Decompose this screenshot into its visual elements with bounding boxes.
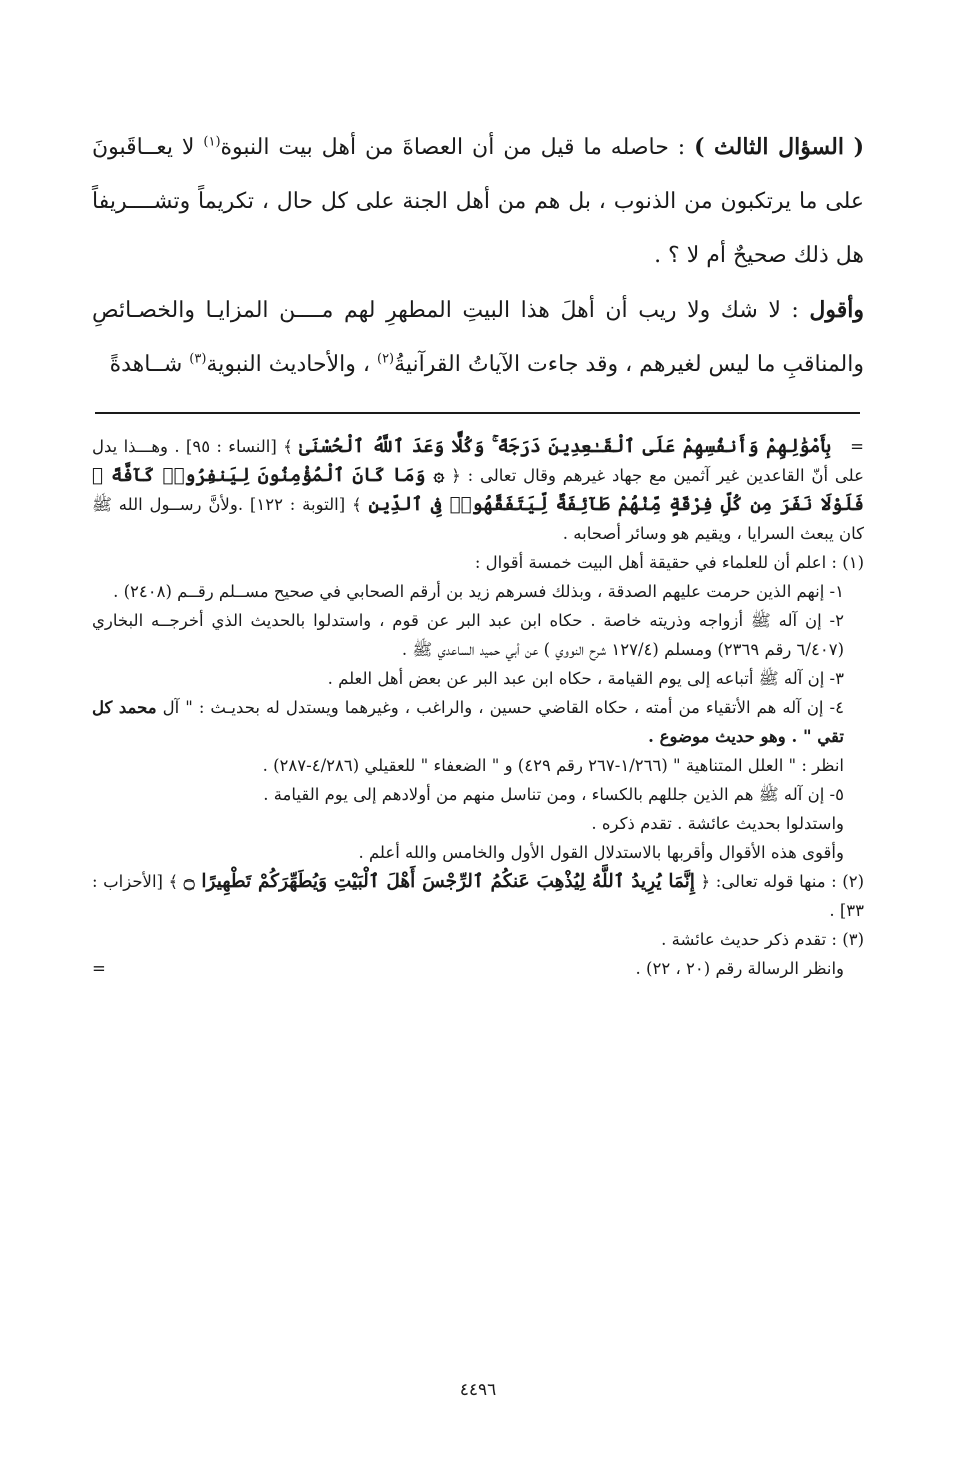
footnote-1-item-5-note: واستدلوا بحديث عائشة . تقدم ذكره .: [591, 814, 844, 833]
footnote-1-item-4: ٤- إن آله هم الأتقياء من أمته ، حكاه القاضي حسين ، والراغب ، وغيرهما ويستدل له بحديـث : " آل محمد كل تقي " . وهو حديث موضوع .: [92, 698, 844, 746]
footnote-separator: [95, 412, 860, 414]
footnote-ref-2[interactable]: (٢): [376, 351, 395, 367]
footnote-1-item-2: ٢- إن آله ﷺ أزواجه وذريته خاصة . حكاه ابن عبد البر عن قوم ، واستدلوا بالحديث الذي أخرجــه البخاري (٦/٤٠٧ رقم ٢٣٦٩) ومسلم (١٢٧/٤ شرح النووي ) عن أبي حميد الساعدي ﷺ .: [92, 611, 844, 659]
continues-marker: =: [92, 959, 106, 978]
question-paragraph: ( السؤال الثالث ) : حاصله ما قيل من أن العصاةَ من أهل بيت النبوة$^{(١)}$ لا يعــاقَبونَ على ما يرتكبون من الذنوب ، بل هم من أهل الجنة على كل حال ، تكريماً وتشــــريفاً هل ذلك صحيحٌ أم لا ؟ .: [92, 134, 864, 268]
hadith-title: محمد كل تقي " . وهو حديث موضوع .: [92, 698, 844, 746]
page-number: ٤٤٩٦: [459, 1380, 497, 1400]
continuation-marker: =: [850, 437, 864, 456]
quran-verse-ahzab: إِنَّمَا يُرِيدُ ٱللَّهُ لِيُذْهِبَ عَنكُمُ ٱلرِّجْسَ أَهْلَ ٱلْبَيْتِ وَيُطَهِّرَكُمْ تَطْهِيرًا ۝: [183, 871, 695, 892]
footnote-1-item-3: ٣- إن آله ﷺ أتباعه إلى يوم القيامة ، حكاه ابن عبد البر عن بعض أهل العلم .: [327, 669, 844, 688]
question-heading: ( السؤال الثالث ): [694, 134, 864, 160]
footnotes: [92, 432, 864, 983]
answer-heading: وأقول: [809, 297, 864, 323]
footnote-3-line-2: وانظر الرسالة رقم (٢٠ ، ٢٢) . =: [92, 954, 864, 983]
main-text: [92, 120, 864, 392]
footnote-1-intro: (١) : اعلم أن للعلماء في حقيقة أهل البيت خمسة أقوال :: [474, 553, 864, 572]
footnote-continuation: = بِأَمْوَٰلِهِمْ وَأَنفُسِهِمْ عَلَى ٱلْقَـٰعِدِينَ دَرَجَةً ۚ وَكُلًّا وَعَدَ ٱللَّهُ ٱلْحُسْنَىٰ ﴾ [النساء : ٩٥] . وهـــذا يدل على أنّ القاعدين غير آثمين مع جهاد غيرهم وقال تعالى : ﴿ ۞ وَمَا كَانَ ٱلْمُؤْمِنُونَ لِيَنفِرُوا۟ كَآفَّةً ۚ فَلَوْلَا نَفَرَ مِن كُلِّ فِرْقَةٍ مِّنْهُمْ طَآئِفَةٌ لِّيَتَفَقَّهُوا۟ فِى ٱلدِّينِ ﴾ [التوبة : ١٢٢] .ولأنَّ رســول الله ﷺ كان يبعث السرايا ، ويقيم هو وسائر أصحابه .: [92, 436, 865, 543]
quran-verse-tawbah: ۞ وَمَا كَانَ ٱلْمُؤْمِنُونَ لِيَنفِرُوا۟ كَآفَّةً ۚ فَلَوْلَا نَفَرَ مِن كُلِّ فِرْقَةٍ مِّنْهُمْ طَآئِفَةٌ لِّيَتَفَقَّهُوا۟ فِى ٱلدِّينِ: [92, 465, 865, 515]
footnote-ref-1[interactable]: (١): [203, 134, 221, 150]
footnote-3: (٣) : تقدم ذكر حديث عائشة .: [661, 930, 864, 949]
quran-verse-nisa: بِأَمْوَٰلِهِمْ وَأَنفُسِهِمْ عَلَى ٱلْقَـٰعِدِينَ دَرَجَةً ۚ وَكُلًّا وَعَدَ ٱللَّهُ ٱلْحُسْنَىٰ: [299, 436, 832, 457]
footnote-1-item-1: ١- إنهم الذين حرمت عليهم الصدقة ، وبذلك فسرهم زيد بن أرقم الصحابي في صحيح مســلم رقــم (٢٤٠٨) .: [113, 582, 844, 601]
footnote-2: (٢) : منها قوله تعالى: ﴿ إِنَّمَا يُرِيدُ ٱللَّهُ لِيُذْهِبَ عَنكُمُ ٱلرِّجْسَ أَهْلَ ٱلْبَيْتِ وَيُطَهِّرَكُمْ تَطْهِيرًا ۝ ﴾ [الأحزاب : ٣٣] .: [92, 871, 864, 920]
footnote-1-conclusion: وأقوى هذه الأقوال وأقربها بالاستدلال القول الأول والخامس والله أعلم .: [358, 843, 844, 862]
answer-paragraph: وأقول : لا شك ولا ريب أن أهلَ هذا البيتِ المطهرِ لهم مــــن المزايـا والخصـائصِ والمناقبِ ما ليس لغيرهم ، وقد جاءت الآياتُ القرآنيةُ$^{(٢)}$ ، والأحاديث النبوية$^{(٣)}$ شــاهدةً: [92, 297, 864, 377]
footnote-1-item-5: ٥- إن آله ﷺ هم الذين جللهم بالكساء ، ومن تناسل منهم من أولادهم إلى يوم القيامة .: [263, 785, 844, 804]
footnote-ref-3[interactable]: (٣): [189, 351, 207, 367]
footnote-1-item-4-ref: انظر : " العلل المتناهية " (١/٢٦٦-٢٦٧ رقم ٤٢٩) و " الضعفاء " للعقيلي (٤/٢٨٦-٢٨٧) .: [262, 756, 844, 775]
